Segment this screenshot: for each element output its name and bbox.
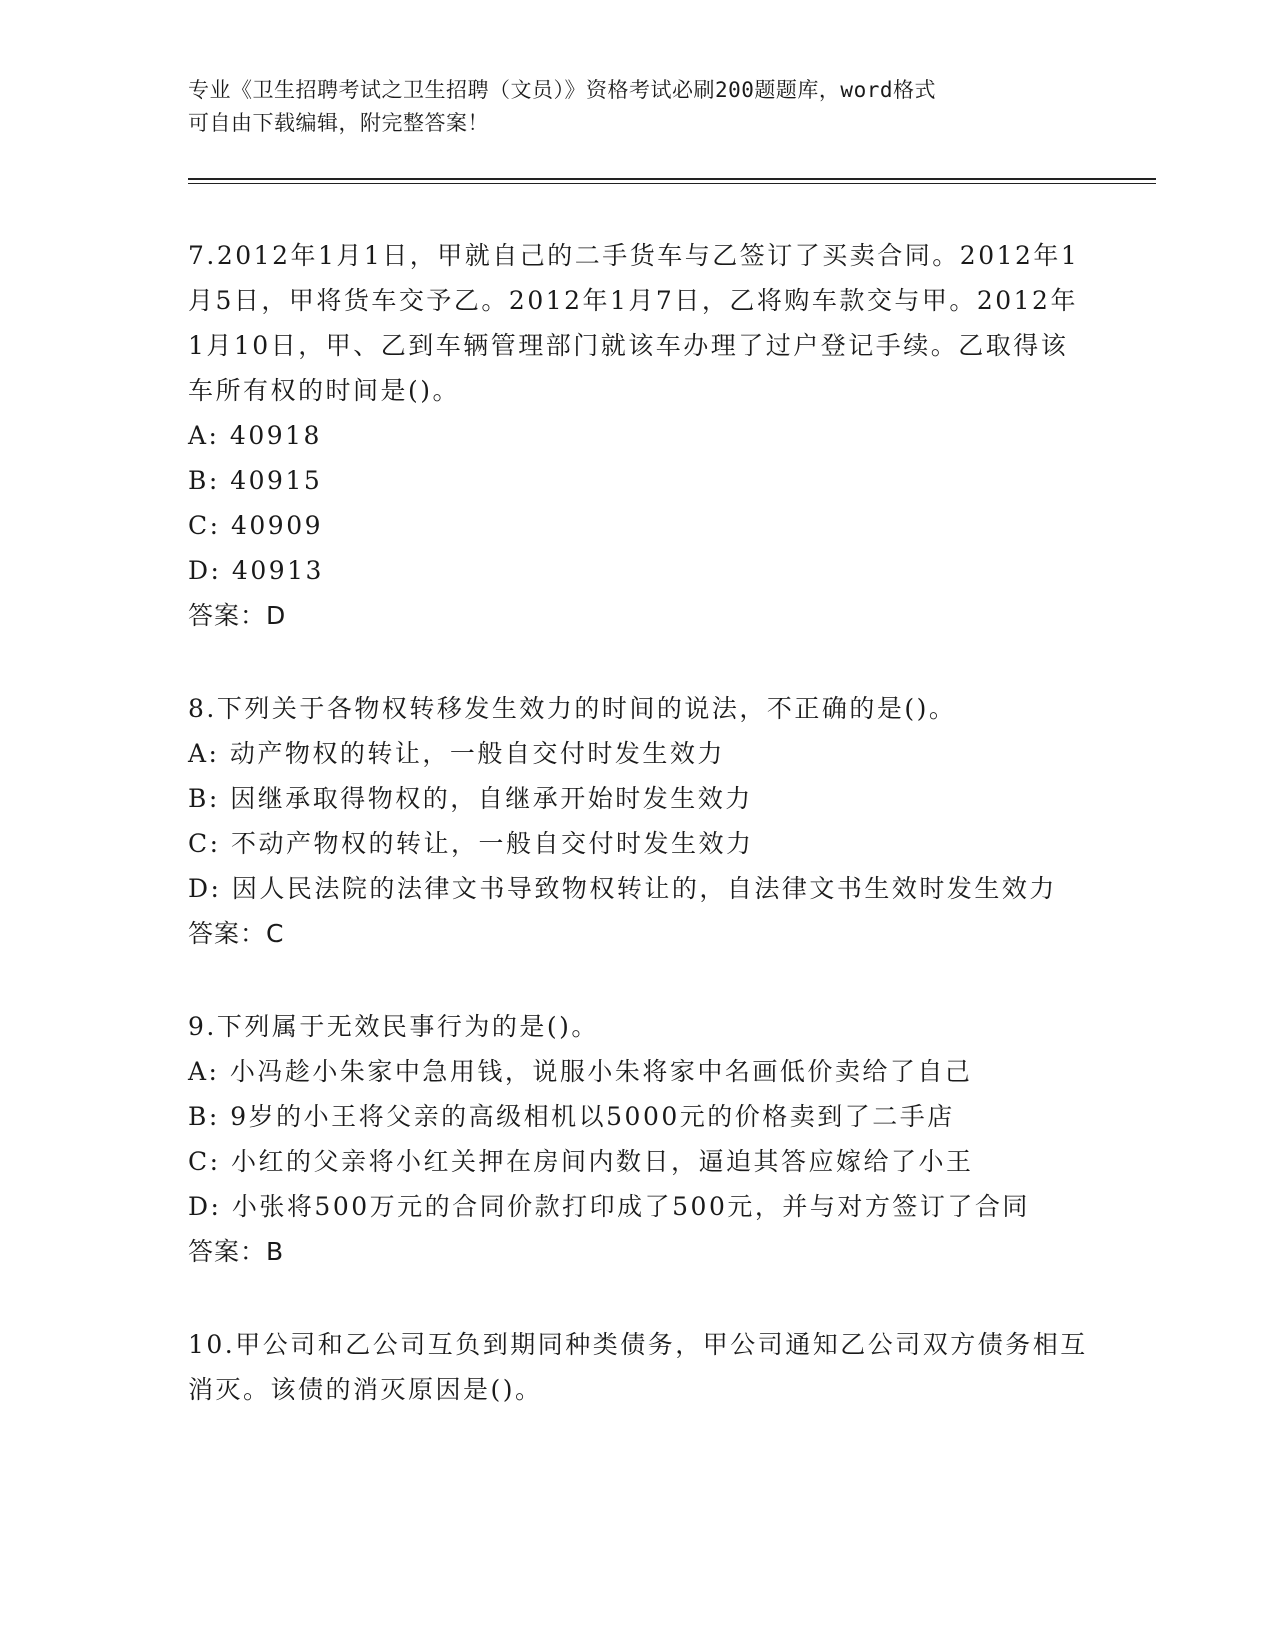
header-line-1: 专业《卫生招聘考试之卫生招聘（文员）》资格考试必刷200题题库，word格式 (188, 78, 936, 102)
question-7 (188, 233, 1088, 638)
header-divider (188, 178, 1156, 180)
option-c: C: 不动产物权的转让，一般自交付时发生效力 (188, 829, 754, 858)
answer-label: 答案：B (188, 1237, 285, 1266)
option-list (188, 413, 1088, 593)
option-b: B: 9岁的小王将父亲的高级相机以5000元的价格卖到了二手店 (188, 1102, 955, 1131)
question-stem: 10.甲公司和乙公司互负到期同种类债务，甲公司通知乙公司双方债务相互消灭。该债的消灭原因是()。 (188, 1330, 1088, 1404)
option-b: B: 因继承取得物权的，自继承开始时发生效力 (188, 784, 753, 813)
option-b: B: 40915 (188, 466, 323, 495)
option-d: D: 40913 (188, 556, 324, 585)
option-c: C: 小红的父亲将小红关押在房间内数日，逼迫其答应嫁给了小王 (188, 1147, 974, 1176)
answer-label: 答案：D (188, 601, 287, 630)
question-stem: 9.下列属于无效民事行为的是()。 (188, 1012, 599, 1041)
question-list (188, 233, 1088, 1460)
option-list (188, 1049, 1088, 1229)
option-d: D: 小张将500万元的合同价款打印成了500元，并与对方签订了合同 (188, 1192, 1030, 1221)
answer-label: 答案：C (188, 919, 285, 948)
page-header (188, 74, 1088, 140)
option-a: A: 40918 (188, 421, 322, 450)
option-c: C: 40909 (188, 511, 324, 540)
option-list (188, 731, 1088, 911)
header-divider-thin (188, 183, 1156, 184)
question-stem: 7.2012年1月1日，甲就自己的二手货车与乙签订了买卖合同。2012年1月5日，甲将货车交予乙。2012年1月7日，乙将购车款交与甲。2012年1月10日，甲、乙到车辆管理部门就该车办理了过户登记手续。乙取得该车所有权的时间是()。 (188, 241, 1080, 405)
option-a: A: 小冯趁小朱家中急用钱，说服小朱将家中名画低价卖给了自己 (188, 1057, 973, 1086)
option-a: A: 动产物权的转让，一般自交付时发生效力 (188, 739, 725, 768)
question-8 (188, 686, 1088, 956)
option-d: D: 因人民法院的法律文书导致物权转让的，自法律文书生效时发生效力 (188, 874, 1057, 903)
question-10 (188, 1322, 1088, 1412)
header-line-2: 可自由下载编辑，附完整答案！ (188, 111, 489, 135)
question-9 (188, 1004, 1088, 1274)
question-stem: 8.下列关于各物权转移发生效力的时间的说法，不正确的是()。 (188, 694, 957, 723)
